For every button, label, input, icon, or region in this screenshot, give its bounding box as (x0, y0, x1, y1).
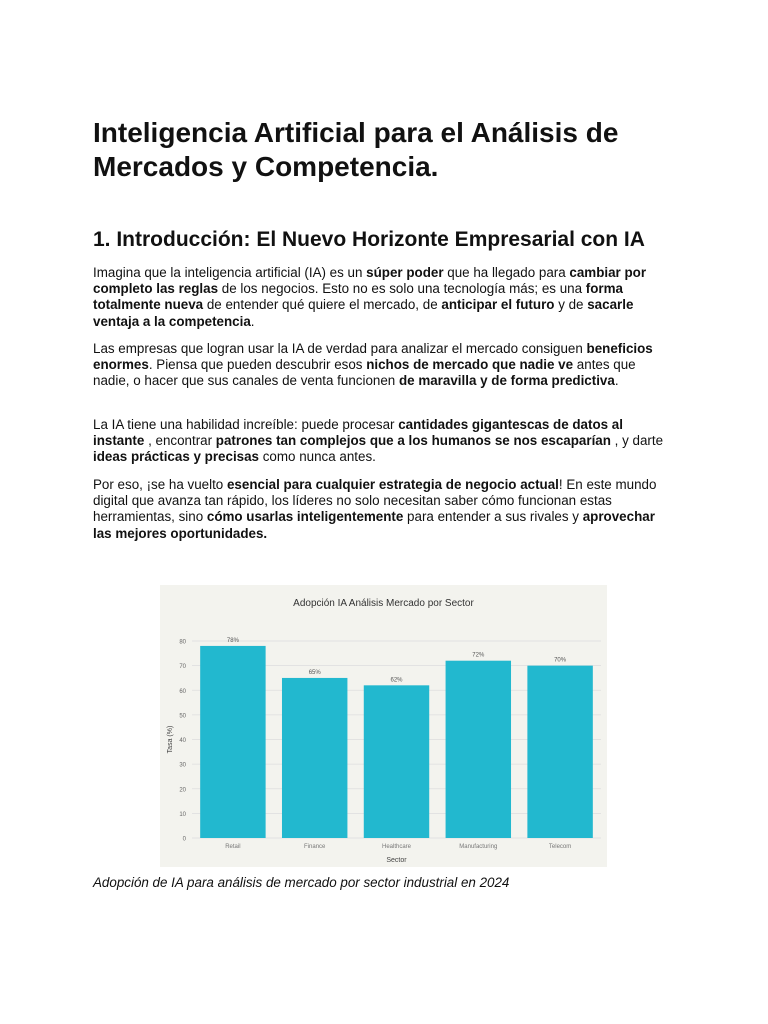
x-axis-label: Sector (386, 857, 407, 864)
bar (527, 666, 592, 838)
bold-text-run: esencial para cualquier estrategia de negocio actual (226, 477, 559, 492)
x-tick-label: Manufacturing (459, 844, 498, 850)
text-run: antes que nadie, o hacer que sus canales de venta funcionen (93, 357, 636, 389)
bold-text-run: anticipar el futuro (441, 297, 555, 313)
text-run: Las empresas que logran usar la IA de verdad para analizar el mercado consiguen (93, 341, 587, 356)
y-tick-label: 30 (179, 762, 186, 769)
text-run: ! En este mundo digital que avanza tan rápido, los líderes no solo necesitan saber cómo funcionan estas herramientas, sino (93, 477, 657, 525)
text-run: de los negocios. Esto no es solo una tecnología más; es una (218, 281, 586, 297)
data-label: 62% (390, 677, 403, 684)
bar (364, 685, 429, 838)
x-tick-label: Healthcare (381, 844, 412, 850)
text-run: de entender qué quiere el mercado, de (203, 297, 442, 313)
x-tick-label: Retail (225, 844, 241, 850)
y-tick-label: 0 (182, 836, 186, 843)
y-tick-label: 20 (179, 787, 186, 794)
bar (282, 678, 347, 838)
chart-figure (160, 585, 607, 867)
text-run: . (250, 313, 255, 329)
bold-text-run: cantidades gigantescas de datos al instante (93, 417, 623, 449)
bold-text-run: forma totalmente nueva (93, 281, 623, 313)
text-run: . Piensa que pueden descubrir esos (148, 357, 367, 373)
data-label: 78% (226, 637, 239, 644)
paragraph-4 (93, 477, 673, 542)
bold-text-run: patrones tan complejos que a los humanos se nos escaparían (215, 433, 611, 449)
figure-caption: Adopción de IA para análisis de mercado por sector industrial en 2024 (93, 875, 510, 890)
text-run: Imagina que la inteligencia artificial (IA) es un (93, 265, 367, 280)
bold-text-run: de maravilla y de forma predictiva (398, 373, 615, 389)
bold-text-run: ideas prácticas y precisas (93, 449, 260, 465)
text-run: para entender a sus rivales y (403, 509, 583, 525)
y-tick-label: 70 (179, 664, 186, 671)
text-run: , encontrar (144, 433, 216, 449)
bar (446, 661, 511, 838)
data-label: 65% (308, 669, 321, 676)
bold-text-run: súper poder (366, 265, 444, 280)
section-title: 1. Introducción: El Nuevo Horizonte Empresarial con IA (93, 228, 645, 251)
x-tick-label: Finance (304, 844, 326, 850)
chart-title: Adopción IA Análisis Mercado por Sector (293, 598, 474, 609)
bar (200, 646, 265, 838)
x-tick-label: Telecom (548, 844, 572, 850)
bold-text-run: cambiar por completo las reglas (93, 265, 647, 297)
paragraph-3 (93, 417, 673, 466)
y-tick-label: 60 (179, 688, 186, 695)
text-run: Por eso, ¡se ha vuelto (93, 477, 227, 492)
paragraph-2 (93, 341, 673, 390)
text-run: , y darte (610, 433, 664, 449)
text-run: que ha llegado para (443, 265, 570, 280)
y-tick-label: 80 (179, 639, 186, 646)
data-label: 72% (472, 652, 485, 659)
bold-text-run: cómo usarlas inteligentemente (206, 509, 404, 525)
data-label: 70% (554, 657, 567, 664)
y-tick-label: 40 (179, 738, 186, 744)
bold-text-run: nichos de mercado que nadie ve (366, 357, 574, 373)
y-tick-label: 10 (179, 811, 186, 818)
y-axis-label: Tasa (%) (167, 725, 174, 754)
bar-chart (160, 585, 607, 867)
paragraph-1 (93, 265, 673, 330)
bold-text-run: sacarle ventaja a la competencia (93, 297, 634, 329)
document-title: Inteligencia Artificial para el Análisis de Mercados y Competencia. (93, 117, 619, 182)
bold-text-run: aprovechar las mejores oportunidades. (93, 509, 655, 541)
text-run: y de (554, 297, 588, 313)
bold-text-run: beneficios enormes (93, 341, 653, 373)
y-tick-label: 50 (179, 713, 186, 720)
text-run: como nunca antes. (259, 449, 376, 465)
text-run: . (614, 373, 619, 389)
text-run: La IA tiene una habilidad increíble: puede procesar (93, 417, 399, 432)
